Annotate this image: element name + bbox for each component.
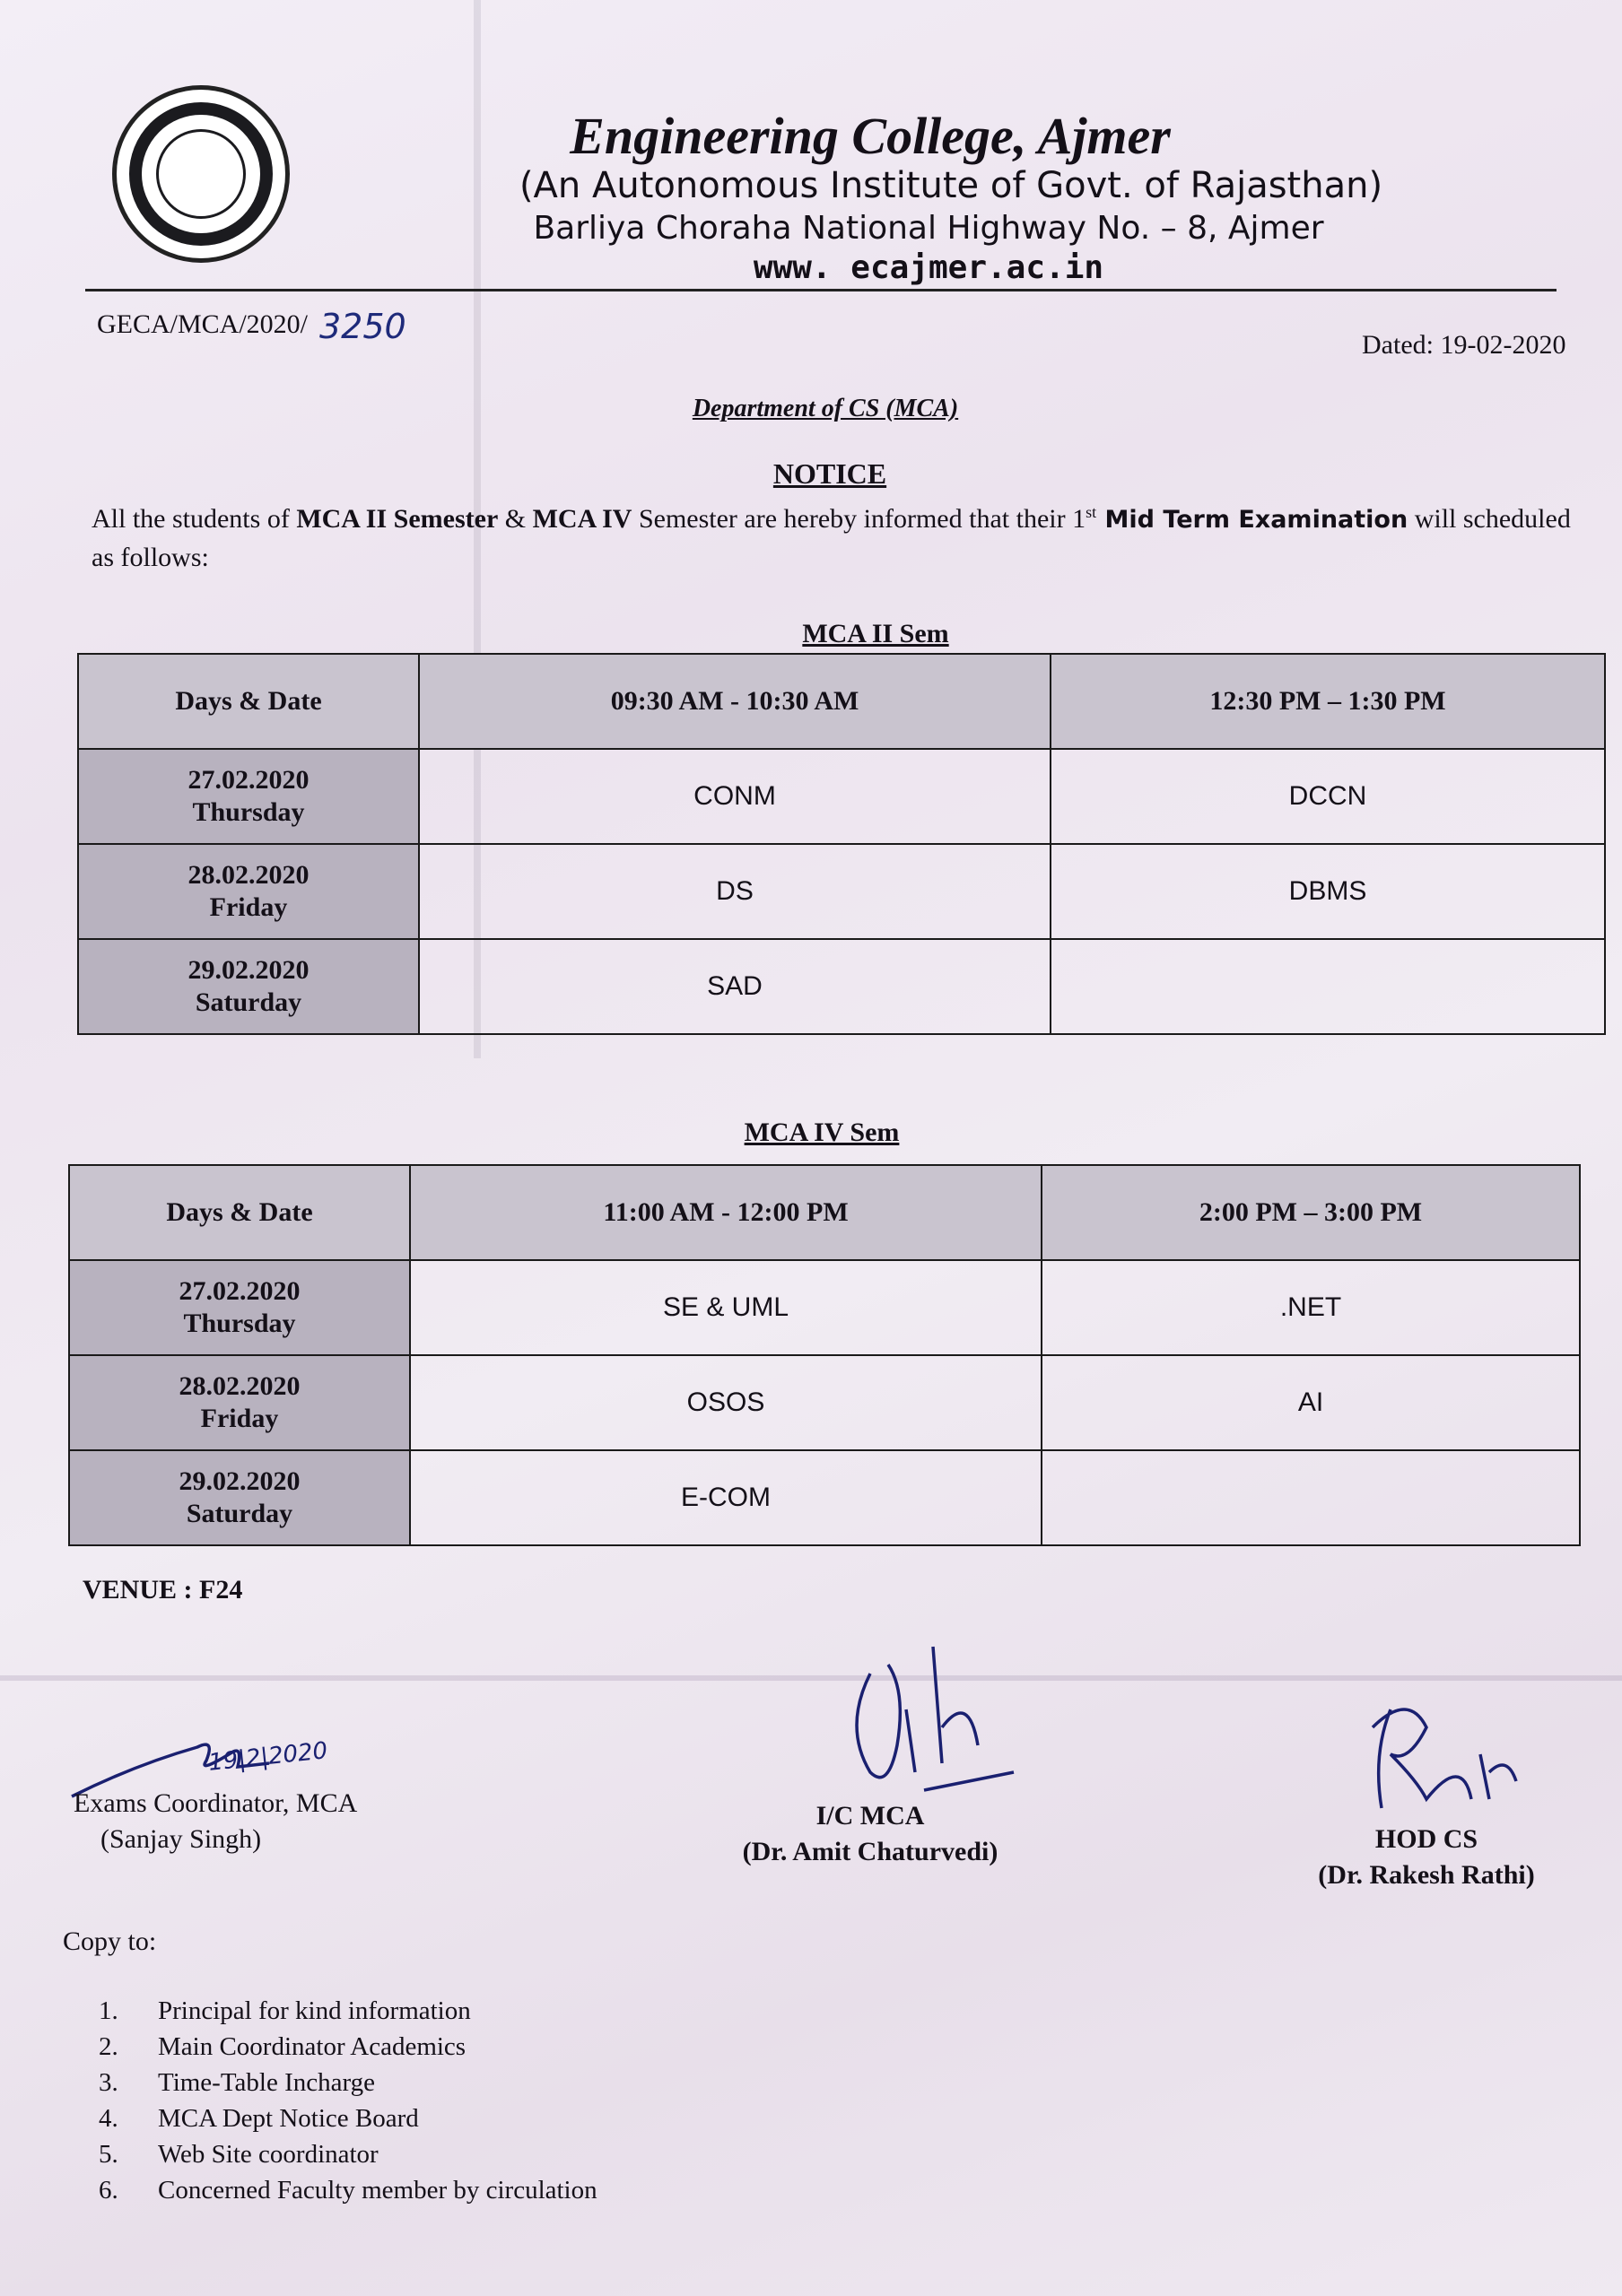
signature-rakesh-rathi bbox=[1355, 1700, 1534, 1826]
header-cell: Days & Date bbox=[78, 654, 419, 749]
header-cell: 09:30 AM - 10:30 AM bbox=[419, 654, 1051, 749]
header-cell: 11:00 AM - 12:00 PM bbox=[410, 1165, 1042, 1260]
reference-prefix: GECA/MCA/2020/ bbox=[97, 309, 309, 339]
subject-cell: AI bbox=[1042, 1355, 1580, 1450]
list-item: 1. Principal for kind information bbox=[99, 1996, 471, 2025]
copy-to-label: Copy to: bbox=[63, 1926, 157, 1956]
college-address: Barliya Choraha National Highway No. – 8, Ajmer bbox=[533, 210, 1324, 247]
header-cell: 2:00 PM – 3:00 PM bbox=[1042, 1165, 1580, 1260]
college-name: Engineering College, Ajmer bbox=[570, 107, 1171, 165]
mca2-table bbox=[77, 653, 1606, 1035]
date-cell: 29.02.2020 Saturday bbox=[78, 939, 419, 1034]
header-rule bbox=[85, 289, 1557, 291]
table-row bbox=[69, 1260, 1580, 1355]
table-row bbox=[69, 1355, 1580, 1450]
mca4-table bbox=[68, 1164, 1581, 1546]
date-cell: 28.02.2020 Friday bbox=[78, 844, 419, 939]
signatory-hod-cs: HOD CS (Dr. Rakesh Rathi) bbox=[1318, 1824, 1535, 1890]
copy-to-list bbox=[99, 1993, 597, 2208]
institute-status: (An Autonomous Institute of Govt. of Rajasthan) bbox=[519, 165, 1383, 206]
paper-crease bbox=[0, 1675, 1622, 1681]
signature-amit-chaturvedi bbox=[834, 1638, 1032, 1799]
subject-cell: CONM bbox=[419, 749, 1051, 844]
subject-cell: .NET bbox=[1042, 1260, 1580, 1355]
subject-cell: DCCN bbox=[1051, 749, 1605, 844]
dated: Dated: 19-02-2020 bbox=[1362, 330, 1566, 360]
subject-cell: E-COM bbox=[410, 1450, 1042, 1545]
subject-cell: SAD bbox=[419, 939, 1051, 1034]
table-header-row bbox=[69, 1165, 1580, 1260]
date-cell: 28.02.2020 Friday bbox=[69, 1355, 410, 1450]
mca2-title: MCA II Sem bbox=[802, 619, 949, 648]
table-row bbox=[78, 939, 1605, 1034]
handwritten-date: 19|2|2020 bbox=[206, 1737, 329, 1777]
signatory-exams-coordinator: Exams Coordinator, MCA (Sanjay Singh) bbox=[74, 1788, 358, 1854]
list-item: 4. MCA Dept Notice Board bbox=[99, 2104, 419, 2133]
date-cell: 29.02.2020 Saturday bbox=[69, 1450, 410, 1545]
list-item: 6. Concerned Faculty member by circulation bbox=[99, 2176, 597, 2205]
table-row bbox=[69, 1450, 1580, 1545]
signatory-ic-mca: I/C MCA (Dr. Amit Chaturvedi) bbox=[742, 1801, 998, 1866]
venue: VENUE : F24 bbox=[83, 1575, 243, 1605]
subject-cell: OSOS bbox=[410, 1355, 1042, 1450]
list-item: 3. Time-Table Incharge bbox=[99, 2068, 375, 2097]
mca4-title: MCA IV Sem bbox=[744, 1118, 900, 1147]
subject-cell bbox=[1051, 939, 1605, 1034]
header-cell: 12:30 PM – 1:30 PM bbox=[1051, 654, 1605, 749]
subject-cell bbox=[1042, 1450, 1580, 1545]
date-cell: 27.02.2020 Thursday bbox=[78, 749, 419, 844]
header-cell: Days & Date bbox=[69, 1165, 410, 1260]
date-cell: 27.02.2020 Thursday bbox=[69, 1260, 410, 1355]
subject-cell: DBMS bbox=[1051, 844, 1605, 939]
table-row bbox=[78, 749, 1605, 844]
reference-number: 3250 bbox=[319, 307, 406, 346]
intro-paragraph: All the students of MCA II Semester & MCA IV Semester are hereby informed that their 1st Mid Term Examination will scheduled as follows: bbox=[92, 503, 1571, 572]
college-website: www. ecajmer.ac.in bbox=[753, 249, 1104, 286]
table-row bbox=[78, 844, 1605, 939]
notice-title: NOTICE bbox=[772, 457, 887, 490]
subject-cell: DS bbox=[419, 844, 1051, 939]
department: Department of CS (MCA) bbox=[692, 395, 959, 422]
subject-cell: SE & UML bbox=[410, 1260, 1042, 1355]
table-header-row bbox=[78, 654, 1605, 749]
college-logo bbox=[112, 85, 290, 263]
list-item: 5. Web Site coordinator bbox=[99, 2140, 379, 2169]
list-item: 2. Main Coordinator Academics bbox=[99, 2032, 467, 2061]
